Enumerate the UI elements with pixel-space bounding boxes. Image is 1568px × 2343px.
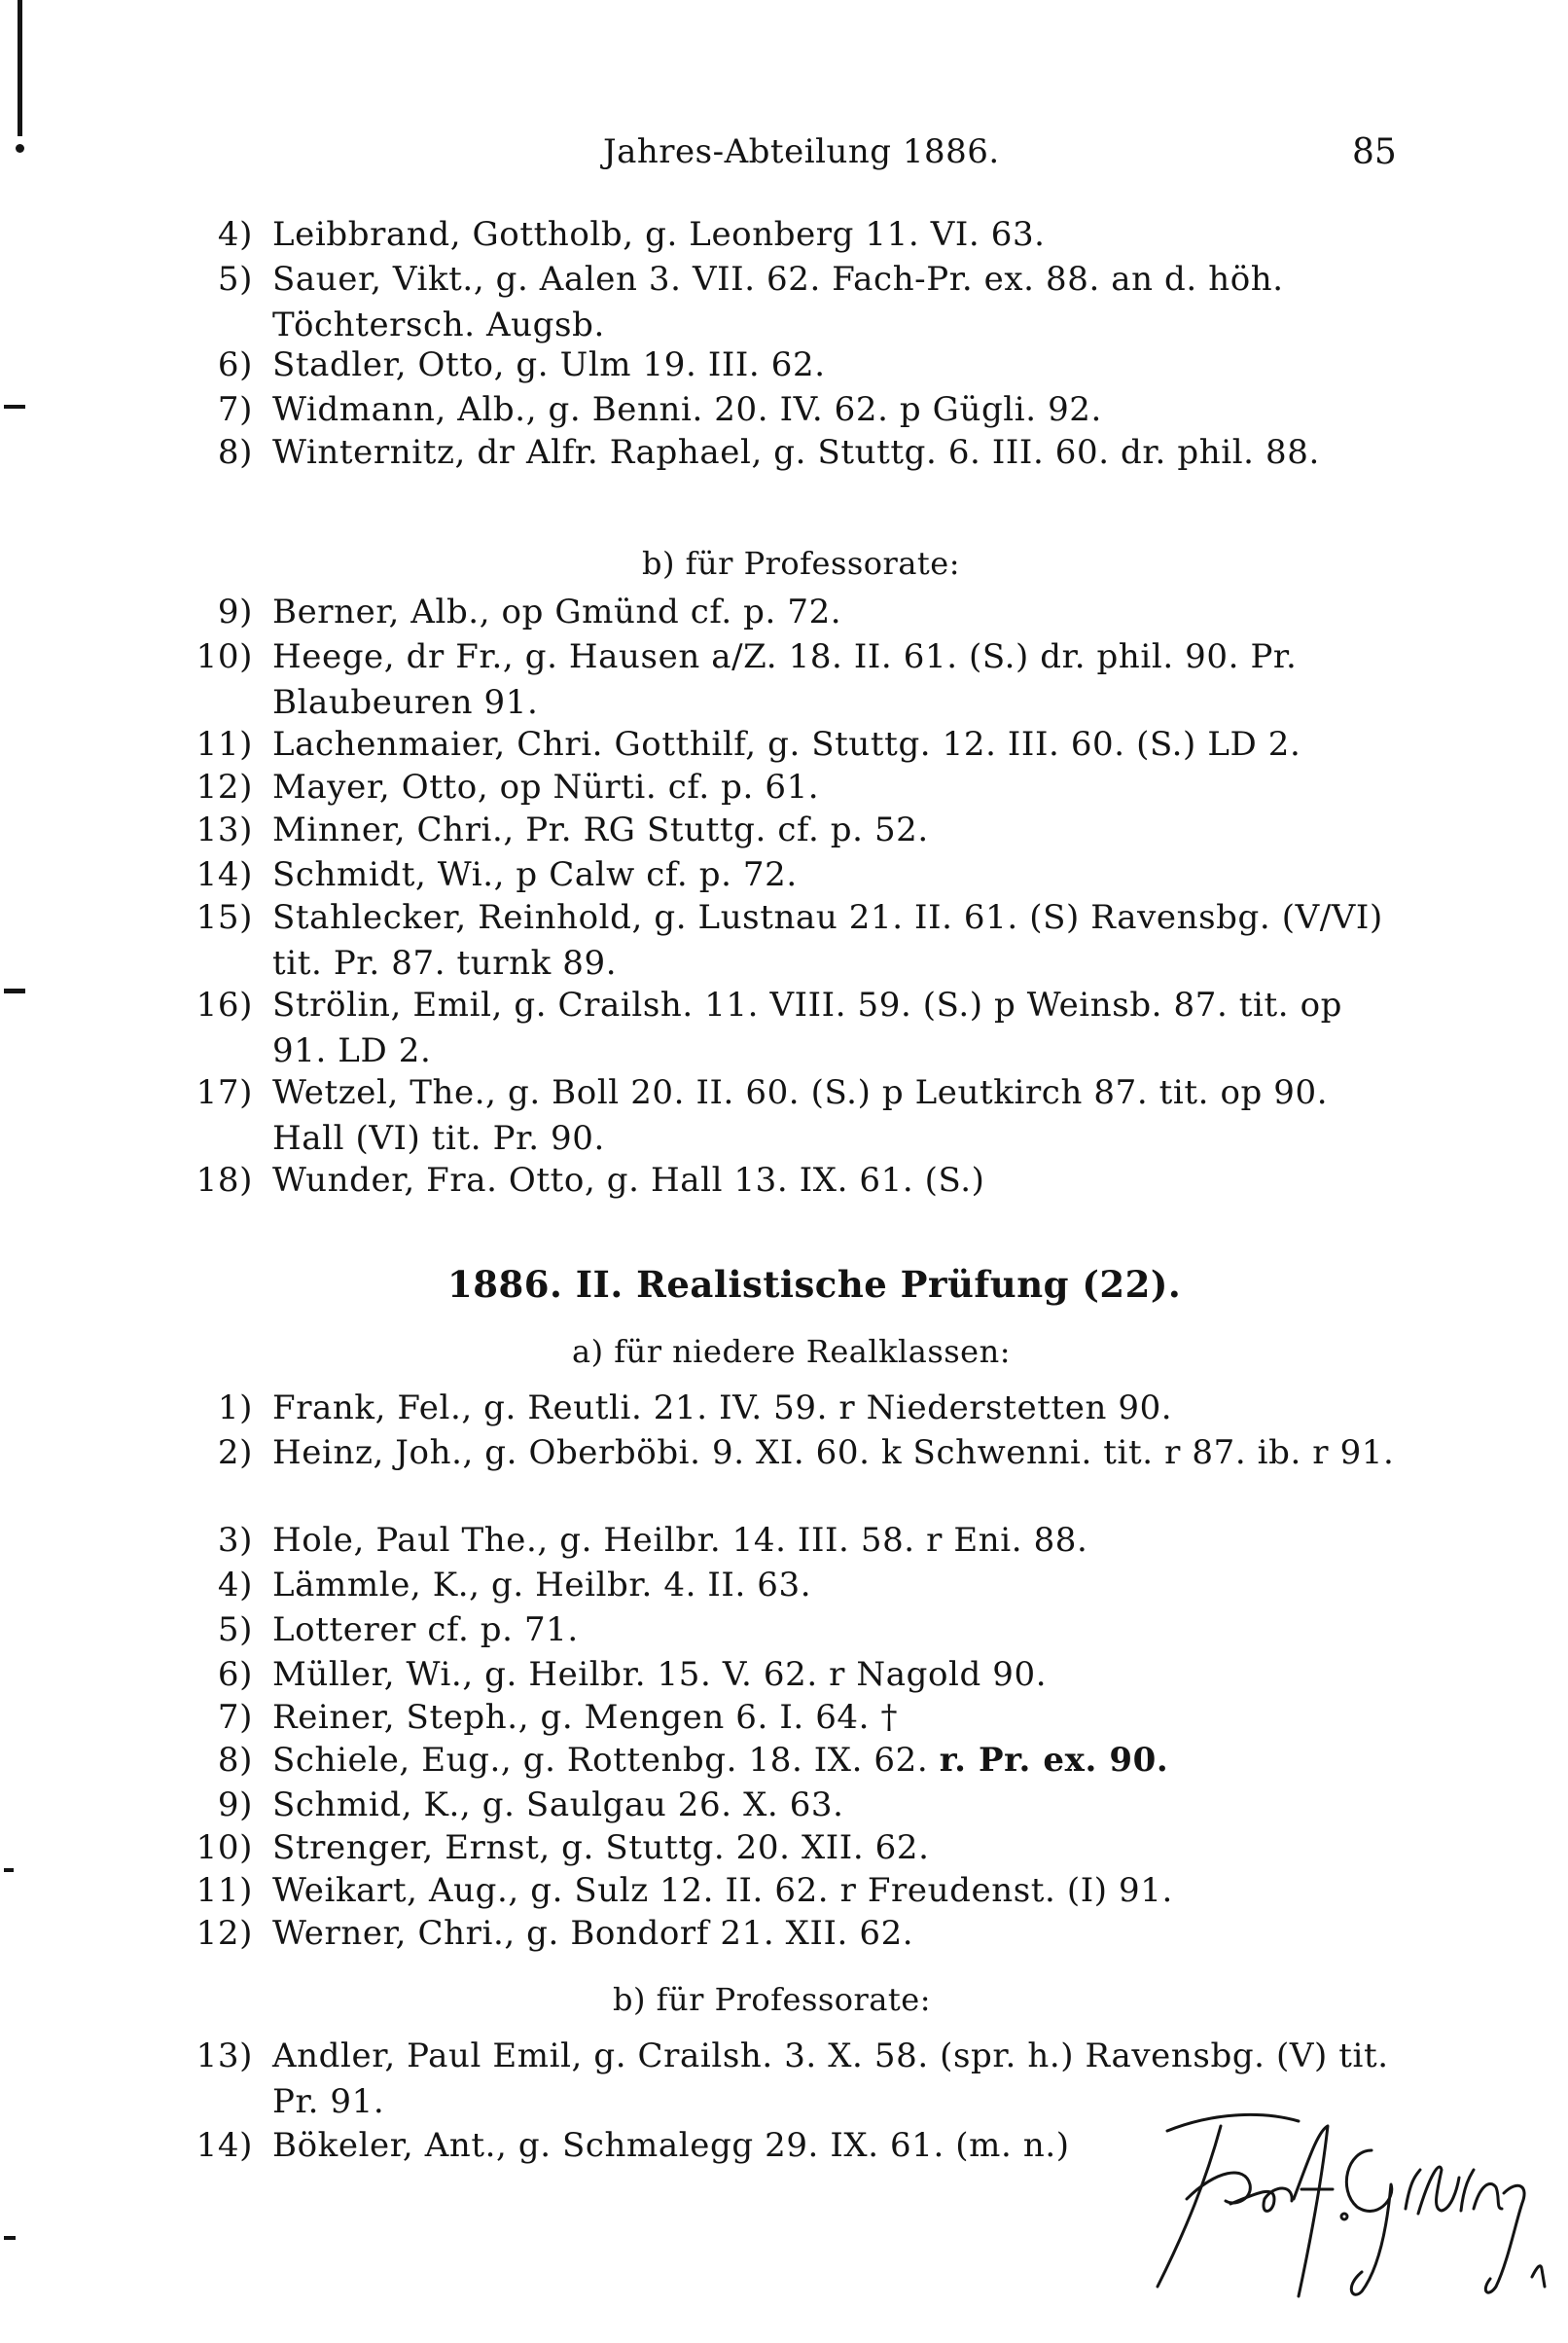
entry-text: Stadler, Otto, g. Ulm 19. III. 62. [272, 345, 826, 384]
entry-number: 1) [217, 1388, 253, 1427]
entry-number: 2) [217, 1433, 253, 1472]
entry-text: Andler, Paul Emil, g. Crailsh. 3. X. 58. (spr. h.) Ravensbg. (V) tit. Pr. 91. [272, 2037, 1389, 2121]
running-head: Jahres-Abteilung 1886. [603, 132, 1000, 171]
entry-number: 5) [217, 1610, 253, 1649]
entry-number: 7) [217, 1698, 253, 1737]
page-number: 85 [1352, 132, 1397, 172]
subsection-heading: b) für Professorate: [613, 1981, 931, 2018]
entry-number: 10) [196, 637, 253, 676]
entry-number: 12) [196, 768, 253, 807]
entry-number: 4) [217, 1566, 253, 1604]
entry-text: Strölin, Emil, g. Crailsh. 11. VIII. 59. (S.) p Weinsb. 87. tit. op 91. LD 2. [272, 986, 1343, 1070]
entry-text: Stahlecker, Reinhold, g. Lustnau 21. II. 61. (S) Ravensbg. (V/VI) tit. Pr. 87. turnk 89. [272, 898, 1383, 983]
entry-number: 4) [217, 215, 253, 254]
entry-number: 9) [217, 593, 253, 631]
entry-text: Berner, Alb., op Gmünd cf. p. 72. [272, 593, 842, 631]
entry-number: 5) [217, 260, 253, 299]
entry-text: Müller, Wi., g. Heilbr. 15. V. 62. r Nagold 90. [272, 1655, 1048, 1694]
entry-text: Bökeler, Ant., g. Schmalegg 29. IX. 61. (m. n.) [272, 2126, 1070, 2165]
entry-text: Winternitz, dr Alfr. Raphael, g. Stuttg. 6. III. 60. dr. phil. 88. [272, 433, 1320, 472]
entry-text: Weikart, Aug., g. Sulz 12. II. 62. r Freudenst. (I) 91. [272, 1871, 1173, 1910]
section-title: 1886. II. Realistische Prüfung (22). [447, 1263, 1182, 1306]
margin-rule [18, 0, 22, 136]
entry-number: 13) [196, 2037, 253, 2075]
entry-number: 9) [217, 1785, 253, 1824]
entry-text: Schmid, K., g. Saulgau 26. X. 63. [272, 1785, 844, 1824]
subsection-heading: b) für Professorate: [642, 545, 960, 582]
margin-mark [4, 989, 25, 993]
entry-number: 14) [196, 2126, 253, 2165]
entry-number: 16) [196, 986, 253, 1025]
entry-text: Heinz, Joh., g. Oberböbi. 9. XI. 60. k Schwenni. tit. r 87. ib. r 91. [272, 1433, 1395, 1472]
entry-text: Werner, Chri., g. Bondorf 21. XII. 62. [272, 1914, 914, 1953]
entry-text: Leibbrand, Gottholb, g. Leonberg 11. VI. 63. [272, 215, 1046, 254]
handwritten-signature [1128, 2092, 1556, 2306]
margin-mark [16, 144, 24, 153]
entry-number: 11) [196, 1871, 253, 1910]
entry-text: Wunder, Fra. Otto, g. Hall 13. IX. 61. (S.) [272, 1161, 985, 1200]
entry-text: Heege, dr Fr., g. Hausen a/Z. 18. II. 61. (S.) dr. phil. 90. Pr. Blaubeuren 91. [272, 637, 1298, 722]
entry-text [272, 1738, 1401, 1784]
entry-number: 6) [217, 1655, 253, 1694]
entry-number: 17) [196, 1073, 253, 1112]
entry-text-bold: r. Pr. ex. 90. [939, 1741, 1169, 1780]
entry-text: Schmidt, Wi., p Calw cf. p. 72. [272, 855, 798, 894]
entry-text: Lotterer cf. p. 71. [272, 1610, 579, 1649]
entry-number: 8) [217, 433, 253, 472]
entry-text: Lämmle, K., g. Heilbr. 4. II. 63. [272, 1566, 812, 1604]
entry-text: Hole, Paul The., g. Heilbr. 14. III. 58. r Eni. 88. [272, 1521, 1088, 1560]
entry-number: 18) [196, 1161, 253, 1200]
entry-number: 10) [196, 1828, 253, 1867]
entry-number: 15) [196, 898, 253, 937]
margin-mark [4, 405, 25, 409]
entry-text: Reiner, Steph., g. Mengen 6. I. 64. † [272, 1698, 899, 1737]
entry-number: 8) [217, 1741, 253, 1780]
entry-number: 13) [196, 811, 253, 849]
entry-text: Lachenmaier, Chri. Gotthilf, g. Stuttg. 12. III. 60. (S.) LD 2. [272, 725, 1301, 764]
entry-number: 12) [196, 1914, 253, 1953]
entry-number: 14) [196, 855, 253, 894]
entry-text: Frank, Fel., g. Reutli. 21. IV. 59. r Niederstetten 90. [272, 1388, 1173, 1427]
margin-mark [4, 1868, 14, 1872]
entry-text: Mayer, Otto, op Nürti. cf. p. 61. [272, 768, 820, 807]
entry-number: 7) [217, 390, 253, 429]
entry-text: Minner, Chri., Pr. RG Stuttg. cf. p. 52. [272, 811, 929, 849]
entry-text: Sauer, Vikt., g. Aalen 3. VII. 62. Fach-Pr. ex. 88. an d. höh. Töchtersch. Augsb. [272, 260, 1284, 344]
entry-number: 11) [196, 725, 253, 764]
margin-mark [4, 2236, 16, 2240]
entry-text: Widmann, Alb., g. Benni. 20. IV. 62. p Gügli. 92. [272, 390, 1102, 429]
subsection-heading: a) für niedere Realklassen: [572, 1333, 1011, 1370]
entry-text: Strenger, Ernst, g. Stuttg. 20. XII. 62. [272, 1828, 930, 1867]
entry-number: 3) [217, 1521, 253, 1560]
entry-text: Wetzel, The., g. Boll 20. II. 60. (S.) p Leutkirch 87. tit. op 90. Hall (VI) tit. Pr. 90. [272, 1073, 1329, 1158]
entry-text-main: Schiele, Eug., g. Rottenbg. 18. IX. 62. [272, 1741, 929, 1780]
entry-number: 6) [217, 345, 253, 384]
